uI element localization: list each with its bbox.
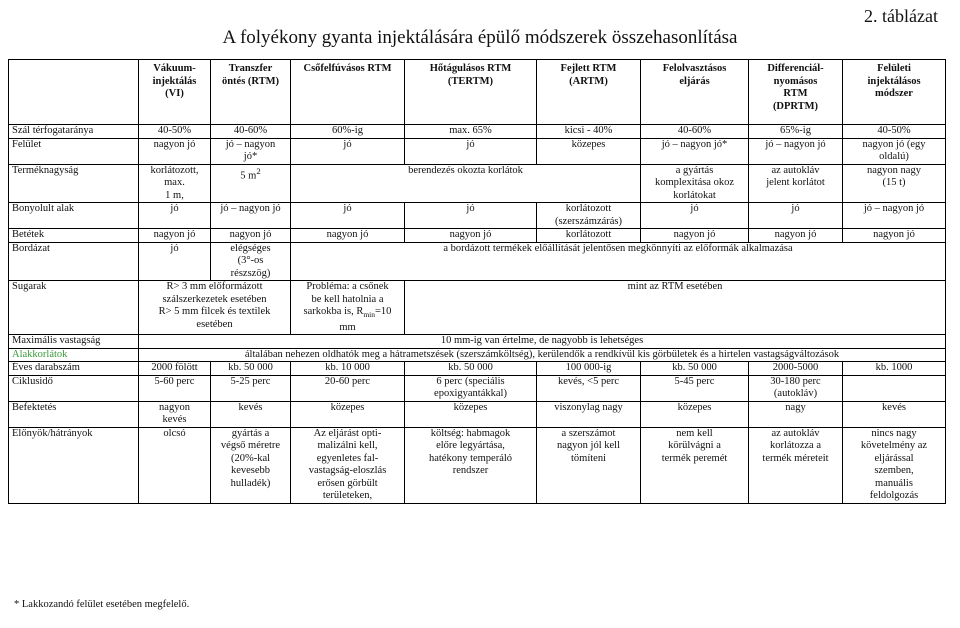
row-label: Maximális vastagság <box>9 335 139 349</box>
column-header: Fejlett RTM (ARTM) <box>537 60 641 125</box>
cell: kicsi - 40% <box>537 125 641 139</box>
cell: 60%-ig <box>291 125 405 139</box>
table-number: 2. táblázat <box>864 6 938 26</box>
row-label: Alakkorlátok <box>9 348 139 362</box>
cell: jó – nagyon jó <box>843 203 946 229</box>
comparison-table <box>8 59 946 504</box>
radii-text: Probléma: a csőnek be kell hatolnia a sarkokba is, R <box>303 281 389 317</box>
row-complex <box>9 203 946 229</box>
row-qty <box>9 362 946 376</box>
cell: nagyon jó <box>641 229 749 243</box>
cell: nagyon nagy (15 t) <box>843 164 946 203</box>
cell: jó – nagyon jó <box>211 203 291 229</box>
row-radii <box>9 281 946 335</box>
cell: az autokláv jelent korlátot <box>749 164 843 203</box>
cell: jó – nagyon jó* <box>641 138 749 164</box>
cell: nagyon jó <box>405 229 537 243</box>
cell: 40-60% <box>211 125 291 139</box>
cell: nincs nagy követelmény az eljárással szemben, manuális feldolgozás <box>843 427 946 503</box>
row-shape <box>9 348 946 362</box>
cell: jó <box>641 203 749 229</box>
cell: a szerszámot nagyon jól kell tömíteni <box>537 427 641 503</box>
cell: a gyártás komplexitása okoz korlátokat <box>641 164 749 203</box>
merged-cell: a bordázott termékek előállítását jelentősen megkönnyíti az előformák alkalmazása <box>291 242 946 281</box>
cell: 30-180 perc (autokláv) <box>749 375 843 401</box>
cell: jó – nagyon jó* <box>211 138 291 164</box>
cell: 5-45 perc <box>641 375 749 401</box>
row-label: Felület <box>9 138 139 164</box>
cell: nem kell körülvágni a termék peremét <box>641 427 749 503</box>
cell: közepes <box>405 401 537 427</box>
row-pros <box>9 427 946 503</box>
cell: kb. 50 000 <box>405 362 537 376</box>
row-label: Ciklusidő <box>9 375 139 401</box>
cell: korlátozott <box>537 229 641 243</box>
cell: korlátozott (szerszámzárás) <box>537 203 641 229</box>
cell: gyártás a végső méretre (20%-kal kevesebb hulladék) <box>211 427 291 503</box>
cell: 40-50% <box>139 125 211 139</box>
row-inserts <box>9 229 946 243</box>
header-row <box>9 60 946 125</box>
cell: 5-60 perc <box>139 375 211 401</box>
row-invest <box>9 401 946 427</box>
merged-cell: mint az RTM esetében <box>405 281 946 335</box>
column-header: Csőfelfúvásos RTM <box>291 60 405 125</box>
footnote: * Lakkozandó felület esetében megfelelő. <box>14 599 190 610</box>
cell: jó <box>139 242 211 281</box>
size-exponent: 2 <box>256 165 261 176</box>
cell: nagyon jó <box>211 229 291 243</box>
row-ribs <box>9 242 946 281</box>
row-label: Éves darabszám <box>9 362 139 376</box>
size-value: 5 m <box>240 170 257 181</box>
column-header: Hőtágulásos RTM (TERTM) <box>405 60 537 125</box>
cell: 2000-5000 <box>749 362 843 376</box>
merged-cell: általában nehezen oldhatók meg a hátrametszések (szerszámköltség), kerülendők a rendkívül kis görbületek és a hirtelen vastagságváltozások <box>139 348 946 362</box>
cell: 40-60% <box>641 125 749 139</box>
row-fiber <box>9 125 946 139</box>
cell: viszonylag nagy <box>537 401 641 427</box>
cell: Az eljárást opti- malizálni kell, egyenletes fal- vastagság-eloszlás erősen görbült területeken, <box>291 427 405 503</box>
cell: 6 perc (speciális epoxigyantákkal) <box>405 375 537 401</box>
cell: 2000 fölött <box>139 362 211 376</box>
merged-cell: R> 3 mm előformázott szálszerkezetek esetében R> 5 mm filcek és textilek esetében <box>139 281 291 335</box>
cell: közepes <box>291 401 405 427</box>
cell: kb. 50 000 <box>641 362 749 376</box>
cell: közepes <box>641 401 749 427</box>
cell: nagyon jó <box>139 138 211 164</box>
cell <box>291 281 405 335</box>
page-title: A folyékony gyanta injektálására épülő módszerek összehasonlítása <box>222 27 738 48</box>
cell: korlátozott, max. 1 m, <box>139 164 211 203</box>
cell: kb. 1000 <box>843 362 946 376</box>
row-label: Bonyolult alak <box>9 203 139 229</box>
column-header: Transzfer öntés (RTM) <box>211 60 291 125</box>
column-header: Vákuum- injektálás (VI) <box>139 60 211 125</box>
merged-cell: berendezés okozta korlátok <box>291 164 641 203</box>
radii-subscript: min <box>363 310 376 320</box>
cell: elégséges (3°-os részszög) <box>211 242 291 281</box>
cell <box>843 375 946 401</box>
cell: nagyon jó <box>139 229 211 243</box>
cell: nagyon jó <box>749 229 843 243</box>
cell: max. 65% <box>405 125 537 139</box>
corner-cell <box>9 60 139 125</box>
cell: nagyon jó (egy oldalú) <box>843 138 946 164</box>
row-surface <box>9 138 946 164</box>
row-label: Betétek <box>9 229 139 243</box>
cell: az autokláv korlátozza a termék méreteit <box>749 427 843 503</box>
column-header: Felolvasztásos eljárás <box>641 60 749 125</box>
cell: nagyon jó <box>843 229 946 243</box>
cell: nagyon jó <box>291 229 405 243</box>
row-size <box>9 164 946 203</box>
cell: jó <box>291 203 405 229</box>
cell: 5-25 perc <box>211 375 291 401</box>
radii-text-end: =10 mm <box>339 306 392 333</box>
cell: kevés <box>843 401 946 427</box>
merged-cell: 10 mm-ig van értelme, de nagyobb is lehetséges <box>139 335 946 349</box>
cell: nagyon kevés <box>139 401 211 427</box>
row-cycle <box>9 375 946 401</box>
cell: 65%-ig <box>749 125 843 139</box>
row-label: Szál térfogataránya <box>9 125 139 139</box>
row-label: Sugarak <box>9 281 139 335</box>
cell: jó <box>405 203 537 229</box>
cell: jó <box>291 138 405 164</box>
cell: nagy <box>749 401 843 427</box>
cell: kevés <box>211 401 291 427</box>
cell: kb. 50 000 <box>211 362 291 376</box>
row-label: Terméknagyság <box>9 164 139 203</box>
cell: kb. 10 000 <box>291 362 405 376</box>
cell: jó <box>139 203 211 229</box>
cell: olcsó <box>139 427 211 503</box>
row-thickness <box>9 335 946 349</box>
cell <box>211 164 291 203</box>
cell: kevés, <5 perc <box>537 375 641 401</box>
column-header: Differenciál- nyomásos RTM (DPRTM) <box>749 60 843 125</box>
cell: jó <box>405 138 537 164</box>
row-label: Előnyök/hátrányok <box>9 427 139 503</box>
cell: közepes <box>537 138 641 164</box>
row-label: Bordázat <box>9 242 139 281</box>
cell: 100 000-ig <box>537 362 641 376</box>
cell: 20-60 perc <box>291 375 405 401</box>
column-header: Felületi injektálásos módszer <box>843 60 946 125</box>
cell: költség: habmagok előre legyártása, hatékony temperáló rendszer <box>405 427 537 503</box>
cell: 40-50% <box>843 125 946 139</box>
cell: jó <box>749 203 843 229</box>
row-label: Befektetés <box>9 401 139 427</box>
cell: jó – nagyon jó <box>749 138 843 164</box>
